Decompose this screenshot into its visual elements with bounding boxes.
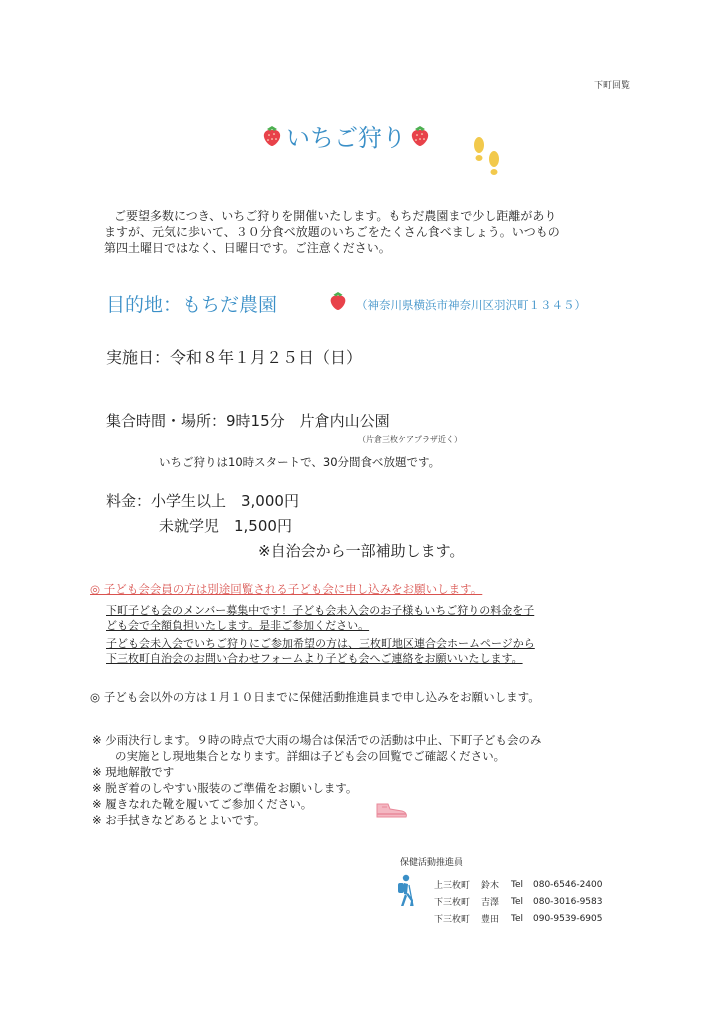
note-item: ※ 現地解散です bbox=[92, 765, 175, 779]
others-notice: ◎ 子ども会以外の方は１月１０日までに保健活動推進員まで申し込みをお願いします。 bbox=[90, 690, 540, 704]
eating-info: いちご狩りは10時スタートで、30分間食べ放題です。 bbox=[159, 455, 441, 469]
contact-row bbox=[434, 876, 602, 893]
contacts-block bbox=[400, 855, 602, 927]
destination-label: 目的地：もちだ農園 bbox=[106, 294, 278, 316]
contact-town: 下三枚町 bbox=[434, 915, 471, 925]
contact-line: 下三枚町自治会のお問い合わせフォームより子ども会へご連絡をお願いいたします。 bbox=[106, 652, 523, 665]
footprints-icon bbox=[470, 135, 504, 183]
fee-line: 未就学児 1,500円 bbox=[159, 517, 292, 535]
contact-tel-label: Tel bbox=[511, 896, 524, 907]
recruit-line: ども会で全額負担いたします。是非ご参加ください。 bbox=[106, 619, 370, 632]
kids-club-notice: ◎ 子ども会会員の方は別途回覧される子ども会に申し込みをお願いします。 bbox=[90, 582, 483, 596]
fee-subsidy-note: ※自治会から一部補助します。 bbox=[258, 542, 465, 560]
title-text: いちご狩り bbox=[286, 124, 406, 152]
contact-tel: 080-6546-2400 bbox=[533, 879, 603, 890]
recruit-line: 下町子ども会のメンバー募集中です！子ども会未入会のお子様もいちご狩りの料金を子 bbox=[106, 604, 535, 617]
contact-tel: 080-3016-9583 bbox=[533, 896, 603, 907]
event-date: 実施日：令和８年１月２５日（日） bbox=[106, 348, 363, 367]
strawberry-icon bbox=[410, 125, 430, 147]
gathering-info: 集合時間・場所：9時15分 片倉内山公園 bbox=[106, 412, 390, 430]
hiker-icon bbox=[394, 874, 416, 908]
contact-name: 豊田 bbox=[481, 915, 500, 925]
contacts-heading: 保健活動推進員 bbox=[400, 858, 464, 868]
page-title bbox=[262, 118, 430, 153]
contact-tel: 090-9539-6905 bbox=[533, 913, 603, 924]
intro-line: 第四土曜日ではなく、日曜日です。ご注意ください。 bbox=[104, 241, 391, 255]
intro-line: ご要望多数につき、いちご狩りを開催いたします。もちだ農園まで少し距離があり bbox=[114, 209, 557, 223]
intro-line: ますが、元気に歩いて、３０分食べ放題のいちごをたくさん食べましょう。いつもの bbox=[104, 225, 560, 239]
strawberry-icon bbox=[262, 125, 282, 147]
contact-line: 子ども会未入会でいちご狩りにご参加希望の方は、三枚町地区連合会ホームページから bbox=[106, 637, 535, 650]
circulation-label: 下町回覧 bbox=[594, 81, 631, 91]
kids-club-recruit bbox=[106, 603, 534, 633]
shoe-icon bbox=[374, 800, 408, 820]
gathering-note: （片倉三枚ケアプラザ近く） bbox=[358, 435, 462, 444]
fee-line: 料金：小学生以上 3,000円 bbox=[106, 492, 299, 510]
contact-row bbox=[434, 910, 602, 927]
note-item: の実施とし現地集合となります。詳細は子ども会の回覧でご確認ください。 bbox=[92, 749, 506, 763]
contact-tel-label: Tel bbox=[511, 913, 524, 924]
intro-paragraph bbox=[104, 208, 624, 256]
note-item: ※ 脱ぎ着のしやすい服装のご準備をお願いします。 bbox=[92, 781, 358, 795]
strawberry-icon bbox=[329, 291, 347, 311]
contact-tel-label: Tel bbox=[511, 879, 524, 890]
contact-row bbox=[434, 893, 602, 910]
note-item: ※ 少雨決行します。９時の時点で大雨の場合は保活での活動は中止、下町子ども会のみ bbox=[92, 733, 542, 747]
note-item: ※ 履きなれた靴を履いてご参加ください。 bbox=[92, 797, 313, 811]
destination-address: （神奈川県横浜市神奈川区羽沢町１３４５） bbox=[356, 298, 586, 312]
kids-club-contact bbox=[106, 636, 535, 666]
contact-name: 鈴木 bbox=[481, 881, 500, 891]
note-item: ※ お手拭きなどあるとよいです。 bbox=[92, 813, 266, 827]
notes-list bbox=[92, 732, 541, 828]
contact-town: 上三枚町 bbox=[434, 881, 471, 891]
contact-name: 吉澤 bbox=[481, 898, 500, 908]
contact-town: 下三枚町 bbox=[434, 898, 471, 908]
